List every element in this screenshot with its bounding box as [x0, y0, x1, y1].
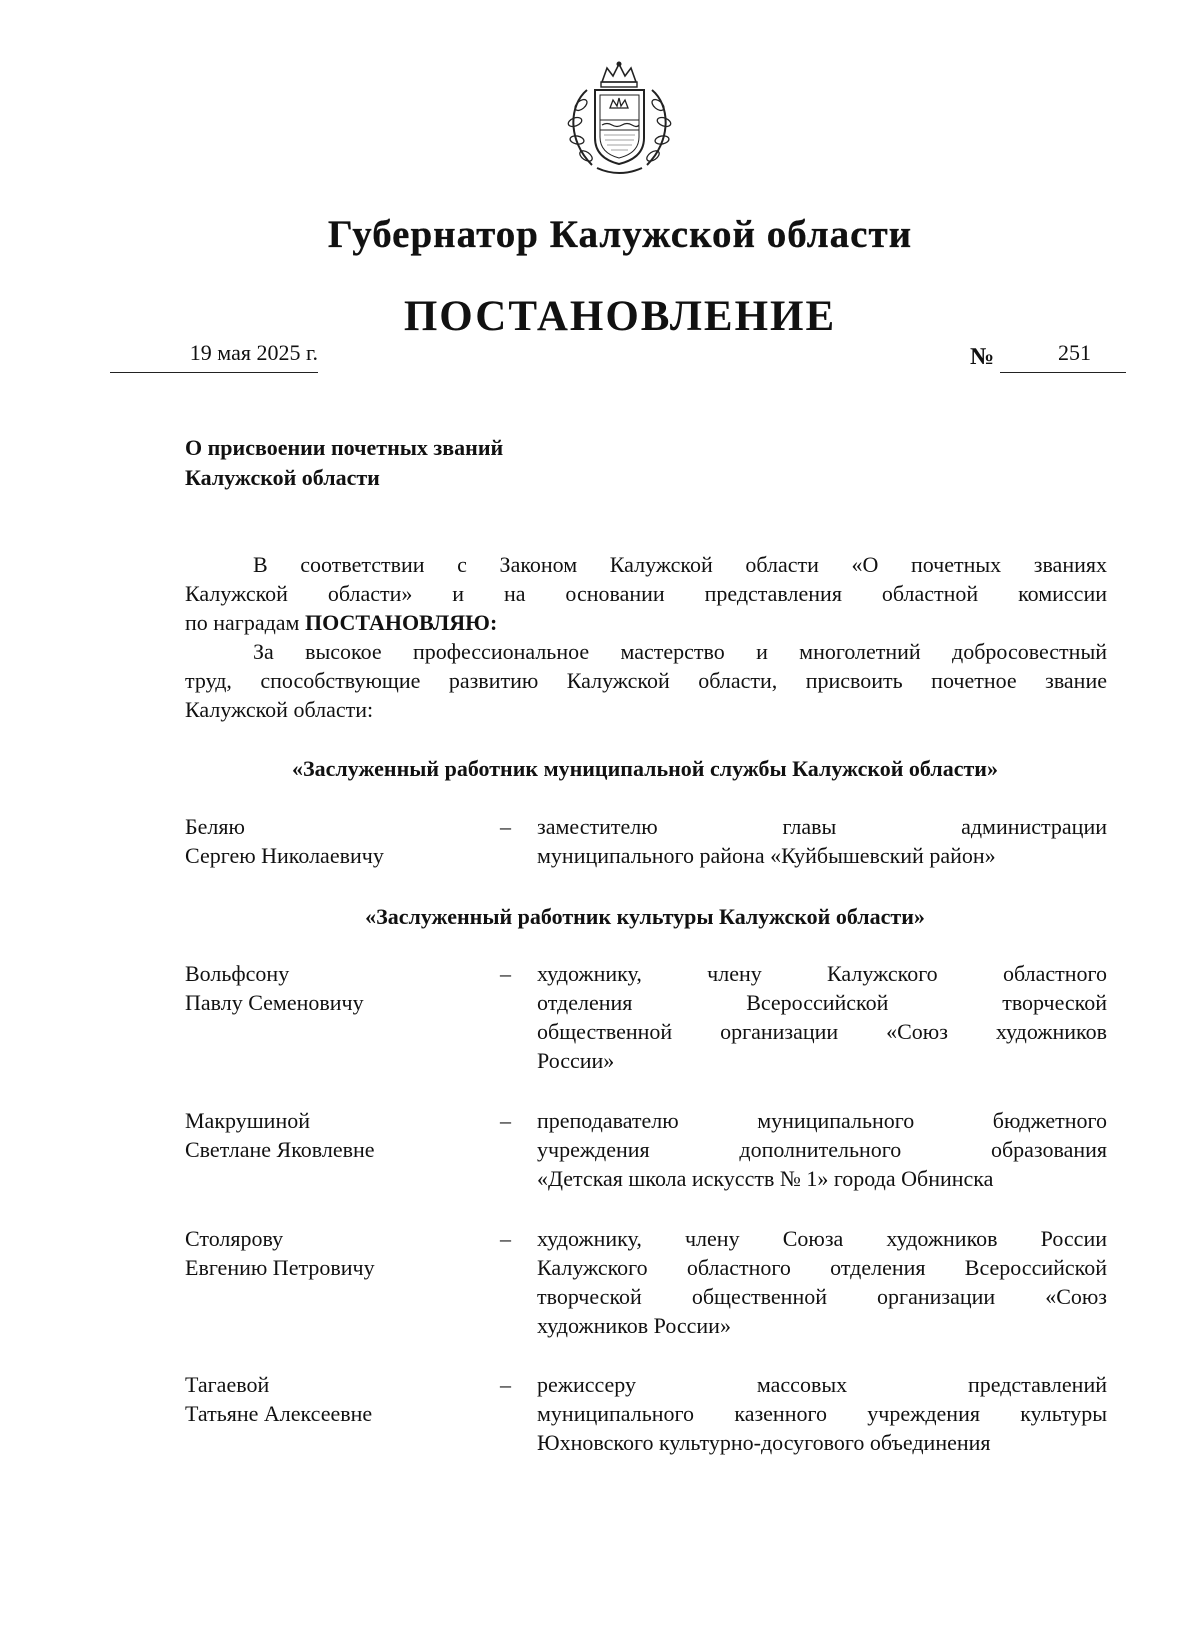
position-line: Калужского областного отделения Всероссийской	[537, 1255, 1107, 1280]
position-line: «Детская школа искусств № 1» города Обнинска	[537, 1166, 994, 1191]
kaluga-oblast-coat-of-arms-icon	[557, 60, 682, 178]
position-line: отделения Всероссийской творческой	[537, 990, 1107, 1015]
position-line: режиссеру массовых представлений	[537, 1372, 1107, 1397]
subject-line-2: Калужской области	[185, 465, 380, 490]
awardee-surname: Тагаевой	[185, 1372, 270, 1397]
awardee-position	[537, 1106, 1107, 1193]
awardee-given-names: Евгению Петровичу	[185, 1255, 375, 1280]
date-field	[110, 340, 318, 373]
position-line: Юхновского культурно-досугового объединения	[537, 1430, 991, 1455]
awardee-given-names: Павлу Семеновичу	[185, 990, 364, 1015]
awardee-given-names: Сергею Николаевичу	[185, 843, 384, 868]
position-line: России»	[537, 1048, 615, 1073]
subject-line-1: О присвоении почетных званий	[185, 435, 504, 460]
section-title-municipal-service: «Заслуженный работник муниципальной службы Калужской области»	[292, 756, 998, 781]
position-line: художнику, члену Союза художников России	[537, 1226, 1107, 1251]
dash-separator: –	[500, 1372, 511, 1397]
awardee-surname: Беляю	[185, 814, 245, 839]
preamble-line-3-text: по наградам	[185, 610, 305, 635]
awardee-position	[537, 812, 1107, 870]
position-line: творческой общественной организации «Союз	[537, 1284, 1107, 1309]
awardee-name	[185, 1224, 485, 1282]
preamble-line-3	[185, 608, 1107, 637]
number-field	[1000, 340, 1126, 373]
number-label: №	[970, 344, 995, 370]
issuer-title: Губернатор Калужской области	[327, 213, 913, 256]
awardee-surname: Вольфсону	[185, 961, 290, 986]
document-date: 19 мая 2025 г.	[189, 340, 318, 365]
position-line: преподавателю муниципального бюджетного	[537, 1108, 1107, 1133]
position-line: художнику, члену Калужского областного	[537, 961, 1107, 986]
awardee-name	[185, 1370, 485, 1428]
document-type-title: ПОСТАНОВЛЕНИЕ	[403, 293, 837, 340]
dash-separator: –	[500, 814, 511, 839]
position-line: художников России»	[537, 1313, 731, 1338]
preamble-paragraph	[185, 550, 1107, 637]
preamble-line-2: Калужской области» и на основании представления областной комиссии	[185, 581, 1107, 606]
awardee-position	[537, 959, 1107, 1075]
awardee-surname: Столярову	[185, 1226, 284, 1251]
awardee-name	[185, 959, 485, 1017]
position-line: заместителю главы администрации	[537, 814, 1107, 839]
award-line-3: Калужской области:	[185, 697, 374, 722]
position-line: общественной организации «Союз художников	[537, 1019, 1107, 1044]
decree-keyword: ПОСТАНОВЛЯЮ:	[304, 610, 498, 635]
dash-separator: –	[500, 1108, 511, 1133]
awardee-position	[537, 1224, 1107, 1340]
preamble-line-1: В соответствии с Законом Калужской области «О почетных званиях	[253, 552, 1107, 577]
position-line: учреждения дополнительного образования	[537, 1137, 1107, 1162]
document-number: 251	[1058, 340, 1091, 365]
award-line-2: труд, способствующие развитию Калужской области, присвоить почетное звание	[185, 668, 1107, 693]
dash-separator: –	[500, 1226, 511, 1251]
awardee-given-names: Татьяне Алексеевне	[185, 1401, 373, 1426]
position-line: муниципального района «Куйбышевский район»	[537, 843, 996, 868]
awardee-surname: Макрушиной	[185, 1108, 310, 1133]
awardee-given-names: Светлане Яковлевне	[185, 1137, 375, 1162]
section-title-culture: «Заслуженный работник культуры Калужской области»	[365, 904, 925, 929]
awardee-name	[185, 1106, 485, 1164]
document-subject	[185, 433, 503, 493]
dash-separator: –	[500, 961, 511, 986]
awardee-name	[185, 812, 485, 870]
position-line: муниципального казенного учреждения культуры	[537, 1401, 1107, 1426]
award-paragraph	[185, 637, 1107, 724]
award-line-1: За высокое профессиональное мастерство и многолетний добросовестный	[253, 639, 1107, 664]
awardee-position	[537, 1370, 1107, 1457]
